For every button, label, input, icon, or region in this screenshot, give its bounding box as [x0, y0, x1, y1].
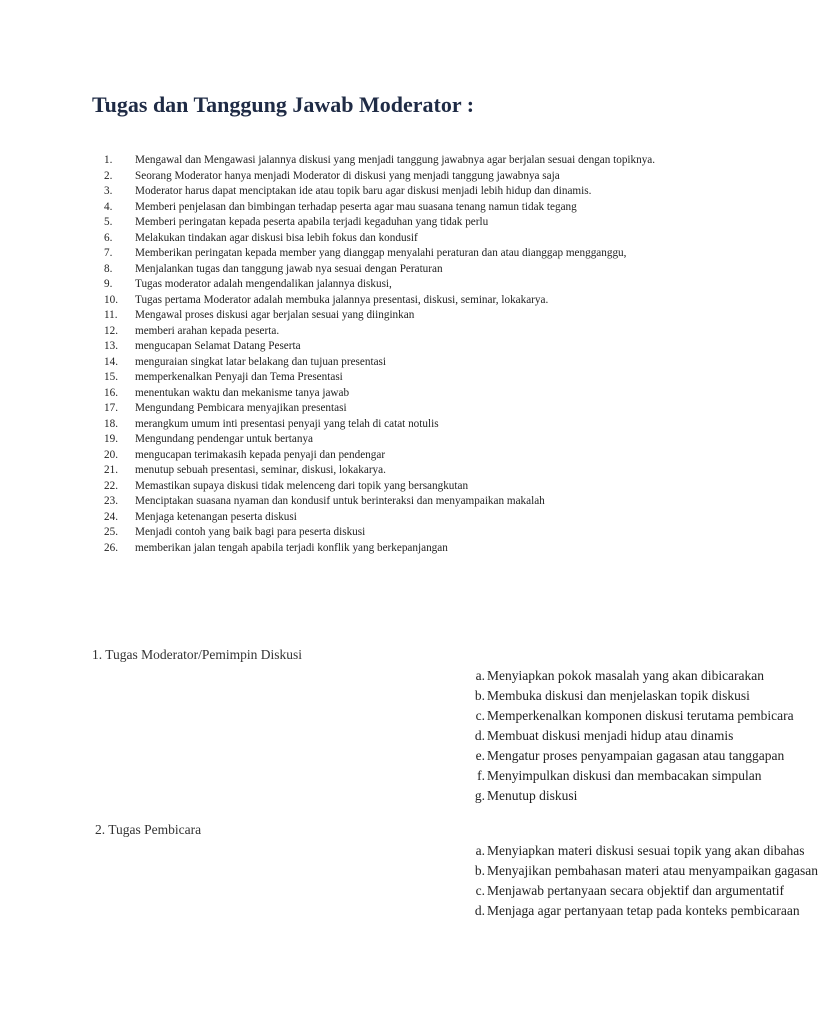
list-item-text: merangkum umum inti presentasi penyaji yang telah di catat notulis	[135, 417, 439, 430]
list-item	[104, 277, 684, 293]
list-item	[104, 370, 684, 386]
list-item	[104, 463, 684, 479]
list-item-number: 9.	[104, 278, 113, 290]
list-item-number: 2.	[104, 169, 113, 182]
sub-list-item-letter: b.	[474, 688, 485, 703]
list-item-number: 20.	[104, 448, 118, 461]
moderator-duties-list	[104, 153, 684, 556]
sub-list-item-text: Menyiapkan pokok masalah yang akan dibicarakan	[487, 668, 765, 683]
list-item-text: memberi arahan kepada peserta.	[135, 324, 280, 337]
list-item-text: Seorang Moderator hanya menjadi Moderator di diskusi yang menjadi tanggung jawabnya saja	[135, 169, 560, 182]
list-item-number: 13.	[104, 340, 118, 352]
list-item-number: 22.	[104, 479, 118, 492]
sub-list-item-text: Membuat diskusi menjadi hidup atau dinamis	[487, 728, 734, 743]
list-item	[104, 153, 684, 169]
list-item-number: 11.	[104, 309, 118, 321]
list-item	[104, 525, 684, 541]
list-item-number: 16.	[104, 386, 118, 399]
list-item-text: Memberi penjelasan dan bimbingan terhadap peserta agar mau suasana tenang namun tidak tegang	[135, 200, 577, 213]
sub-list-item-text: Menjaga agar pertanyaan tetap pada konteks pembicaraan	[487, 903, 800, 918]
sub-list-item	[465, 901, 800, 921]
list-item-number: 5.	[104, 216, 113, 228]
list-item	[104, 200, 684, 216]
sub-list-item-text: Membuka diskusi dan menjelaskan topik diskusi	[487, 688, 750, 703]
list-item-text: Menciptakan suasana nyaman dan kondusif untuk berinteraksi dan menyampaikan makalah	[135, 495, 545, 507]
sub-list-item-text: Memperkenalkan komponen diskusi terutama pembicara	[487, 708, 794, 723]
sub-list-item	[465, 746, 785, 766]
sub-list-item	[465, 841, 805, 861]
list-item-text: Memastikan supaya diskusi tidak melenceng dari topik yang bersangkutan	[135, 479, 469, 492]
list-item	[104, 246, 684, 262]
list-item-text: Menjaga ketenangan peserta diskusi	[135, 510, 297, 523]
list-item	[104, 262, 684, 278]
list-item	[104, 494, 684, 510]
list-item-text: mengucapan Selamat Datang Peserta	[135, 340, 301, 352]
list-item-number: 3.	[104, 185, 113, 197]
sub-list-item	[465, 861, 818, 881]
sub-list-item	[465, 706, 794, 726]
list-item-text: Mengundang Pembicara menyajikan presentasi	[135, 402, 347, 414]
sub-list-item-text: Mengatur proses penyampaian gagasan atau tanggapan	[487, 748, 785, 763]
list-item-text: menguraian singkat latar belakang dan tujuan presentasi	[135, 355, 387, 368]
list-item-number: 25.	[104, 526, 118, 538]
list-item-text: memperkenalkan Penyaji dan Tema Presentasi	[135, 371, 343, 383]
moderator-tasks-list	[465, 666, 794, 806]
list-item-number: 19.	[104, 433, 118, 445]
sub-list-item-letter: c.	[475, 708, 485, 723]
list-item-text: Moderator harus dapat menciptakan ide atau topik baru agar diskusi menjadi lebih hidup dan dinamis.	[135, 185, 592, 197]
list-item-number: 21.	[104, 464, 118, 476]
list-item	[104, 401, 684, 417]
list-item	[104, 479, 684, 495]
list-item	[104, 510, 684, 526]
list-item	[104, 386, 684, 402]
sub-list-item-letter: f.	[477, 768, 485, 783]
list-item-text: Menjadi contoh yang baik bagi para peserta diskusi	[135, 526, 366, 538]
list-item	[104, 355, 684, 371]
sub-list-item-letter: a.	[475, 668, 485, 683]
list-item-text: Melakukan tindakan agar diskusi bisa lebih fokus dan kondusif	[135, 231, 418, 244]
list-item	[104, 184, 684, 200]
list-item	[104, 169, 684, 185]
list-item-text: Memberi peringatan kepada peserta apabila terjadi kegaduhan yang tidak perlu	[135, 216, 489, 228]
list-item-number: 24.	[104, 510, 118, 523]
list-item-text: menutup sebuah presentasi, seminar, diskusi, lokakarya.	[135, 464, 386, 476]
sub-list-item-text: Menjawab pertanyaan secara objektif dan argumentatif	[487, 883, 784, 898]
list-item-number: 8.	[104, 262, 113, 275]
sub-list-item-text: Menutup diskusi	[487, 788, 578, 803]
sub-list-item	[465, 726, 768, 746]
list-item-number: 10.	[104, 293, 118, 306]
list-item-number: 4.	[104, 200, 113, 213]
list-item-number: 12.	[104, 324, 118, 337]
sub-list-item-letter: a.	[475, 843, 485, 858]
list-item	[104, 417, 684, 433]
sub-list-item	[465, 766, 768, 786]
list-item	[104, 339, 684, 355]
sub-list-item-text: Menyimpulkan diskusi dan membacakan simpulan	[487, 768, 762, 783]
list-item	[104, 541, 684, 557]
list-item-number: 6.	[104, 231, 113, 244]
list-item-text: Mengawal dan Mengawasi jalannya diskusi yang menjadi tanggung jawabnya agar berjalan sesuai dengan topiknya.	[135, 154, 656, 166]
list-item	[104, 324, 684, 340]
speaker-tasks-list	[465, 841, 818, 921]
list-item	[104, 215, 684, 231]
list-item-text: Tugas moderator adalah mengendalikan jalannya diskusi,	[135, 278, 392, 290]
page-title: Tugas dan Tanggung Jawab Moderator :	[92, 92, 475, 117]
sub-list-item-letter: d.	[474, 728, 485, 743]
list-item	[104, 293, 684, 309]
section-heading-speaker: 2. Tugas Pembicara	[95, 822, 202, 837]
sub-list-item-text: Menyajikan pembahasan materi atau menyampaikan gagasan	[487, 863, 818, 878]
list-item	[104, 448, 684, 464]
sub-list-item	[465, 666, 768, 686]
sub-list-item-letter: c.	[475, 883, 485, 898]
list-item-text: Menjalankan tugas dan tanggung jawab nya sesuai dengan Peraturan	[135, 262, 443, 275]
list-item-number: 17.	[104, 402, 118, 414]
list-item-number: 18.	[104, 417, 118, 430]
sub-list-item	[465, 786, 768, 806]
list-item-number: 15.	[104, 371, 118, 383]
list-item-text: mengucapan terimakasih kepada penyaji dan pendengar	[135, 448, 386, 461]
sub-list-item-letter: e.	[475, 748, 485, 763]
list-item-text: menentukan waktu dan mekanisme tanya jawab	[135, 386, 350, 399]
list-item-number: 1.	[104, 154, 113, 166]
sub-list-item	[465, 686, 768, 706]
list-item-text: Memberikan peringatan kepada member yang dianggap menyalahi peraturan dan atau dianggap mengganggu,	[135, 247, 627, 259]
list-item	[104, 432, 684, 448]
sub-list-item-letter: d.	[474, 903, 485, 918]
sub-list-item	[465, 881, 784, 901]
list-item-text: memberikan jalan tengah apabila terjadi konflik yang berkepanjangan	[135, 541, 448, 554]
list-item-text: Tugas pertama Moderator adalah membuka jalannya presentasi, diskusi, seminar, lokakarya.	[135, 293, 549, 306]
list-item-number: 7.	[104, 247, 113, 259]
list-item-number: 14.	[104, 355, 118, 368]
list-item-number: 26.	[104, 541, 118, 554]
list-item-text: Mengawal proses diskusi agar berjalan sesuai yang diinginkan	[135, 309, 415, 321]
list-item	[104, 308, 684, 324]
sub-list-item-text: Menyiapkan materi diskusi sesuai topik yang akan dibahas	[487, 843, 805, 858]
list-item	[104, 231, 684, 247]
section-heading-moderator: 1. Tugas Moderator/Pemimpin Diskusi	[92, 647, 303, 662]
list-item-number: 23.	[104, 495, 118, 507]
sub-list-item-letter: g.	[474, 788, 485, 803]
sub-list-item-letter: b.	[474, 863, 485, 878]
list-item-text: Mengundang pendengar untuk bertanya	[135, 433, 314, 445]
